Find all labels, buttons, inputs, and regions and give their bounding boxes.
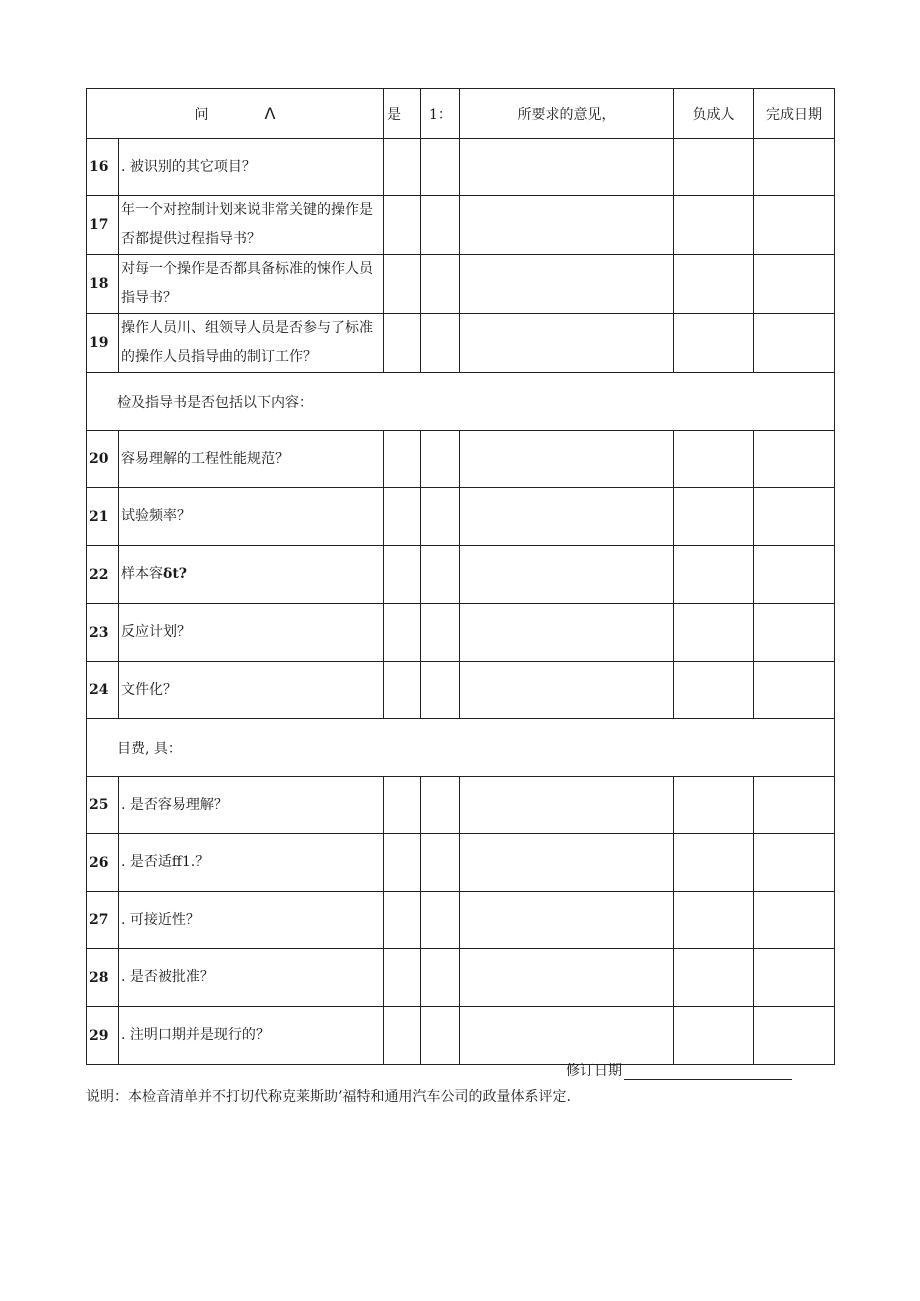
row-question: 反应计划？: [119, 604, 384, 662]
cell-no[interactable]: [421, 546, 460, 604]
section-heading: 目费, 具：: [87, 719, 835, 777]
cell-completion-date[interactable]: [754, 949, 835, 1007]
cell-comments[interactable]: [460, 949, 674, 1007]
table-row: [87, 834, 835, 892]
cell-responsible[interactable]: [674, 196, 754, 255]
cell-comments[interactable]: [460, 604, 674, 662]
row-question: . 是否被批准？: [119, 949, 384, 1007]
header-comments: 所要求的意见，: [460, 89, 674, 139]
cell-responsible[interactable]: [674, 314, 754, 373]
cell-responsible[interactable]: [674, 662, 754, 719]
cell-comments[interactable]: [460, 488, 674, 546]
cell-responsible[interactable]: [674, 546, 754, 604]
row-question: 容易理解的工程性能规范？: [119, 431, 384, 488]
cell-responsible[interactable]: [674, 1007, 754, 1065]
header-no: 1：: [421, 89, 460, 139]
revision-date-line[interactable]: [624, 1065, 792, 1080]
cell-no[interactable]: [421, 662, 460, 719]
cell-comments[interactable]: [460, 662, 674, 719]
cell-completion-date[interactable]: [754, 777, 835, 834]
table-row: [87, 546, 835, 604]
footer-note: 说明：本检音清单并不打切代称克莱斯助’福特和通用汽车公司的政量体系评定.: [86, 1089, 571, 1105]
cell-comments[interactable]: [460, 431, 674, 488]
cell-yes[interactable]: [384, 604, 421, 662]
cell-yes[interactable]: [384, 314, 421, 373]
cell-comments[interactable]: [460, 139, 674, 196]
row-question: . 是否容易理解？: [119, 777, 384, 834]
row-number: 23: [87, 604, 119, 662]
cell-responsible[interactable]: [674, 949, 754, 1007]
cell-responsible[interactable]: [674, 431, 754, 488]
row-question: . 是否适ff1.？: [119, 834, 384, 892]
cell-completion-date[interactable]: [754, 255, 835, 314]
cell-yes[interactable]: [384, 139, 421, 196]
cell-no[interactable]: [421, 488, 460, 546]
table-row: [87, 892, 835, 949]
revision-date: [566, 1060, 792, 1080]
cell-completion-date[interactable]: [754, 892, 835, 949]
cell-completion-date[interactable]: [754, 604, 835, 662]
cell-comments[interactable]: [460, 546, 674, 604]
revision-date-label: 修订日期: [566, 1063, 622, 1079]
cell-completion-date[interactable]: [754, 834, 835, 892]
section-row: [87, 719, 835, 777]
cell-no[interactable]: [421, 777, 460, 834]
cell-no[interactable]: [421, 949, 460, 1007]
row-question: [119, 546, 384, 604]
header-question-symbol: Λ: [264, 103, 276, 123]
cell-comments[interactable]: [460, 314, 674, 373]
table-row: [87, 604, 835, 662]
cell-no[interactable]: [421, 139, 460, 196]
cell-comments[interactable]: [460, 777, 674, 834]
row-question: 对每一个操作是否都具备标准的悚作人员指导书？: [119, 255, 384, 314]
row-number: 16: [87, 139, 119, 196]
row-question: . 注明口期并是现行的？: [119, 1007, 384, 1065]
row-question: 年一个对控制计划来说非常关键的操作是否都提供过程指导书？: [119, 196, 384, 255]
cell-no[interactable]: [421, 196, 460, 255]
cell-no[interactable]: [421, 604, 460, 662]
cell-no[interactable]: [421, 892, 460, 949]
row-number: 26: [87, 834, 119, 892]
cell-responsible[interactable]: [674, 139, 754, 196]
cell-completion-date[interactable]: [754, 488, 835, 546]
cell-comments[interactable]: [460, 892, 674, 949]
row-question: . 可接近性？: [119, 892, 384, 949]
row-question: 文件化？: [119, 662, 384, 719]
cell-completion-date[interactable]: [754, 546, 835, 604]
checklist-table: [86, 88, 835, 1065]
cell-yes[interactable]: [384, 834, 421, 892]
row-question: . 被识别的其它项目？: [119, 139, 384, 196]
cell-responsible[interactable]: [674, 488, 754, 546]
header-yes: 是: [384, 89, 421, 139]
table-row: [87, 488, 835, 546]
table-row: [87, 314, 835, 373]
cell-comments[interactable]: [460, 255, 674, 314]
cell-no[interactable]: [421, 255, 460, 314]
cell-comments[interactable]: [460, 1007, 674, 1065]
header-responsible: 负成人: [674, 89, 754, 139]
section-row: [87, 373, 835, 431]
cell-yes[interactable]: [384, 488, 421, 546]
row-question-tail: δt?: [163, 566, 188, 582]
cell-yes[interactable]: [384, 255, 421, 314]
cell-yes[interactable]: [384, 777, 421, 834]
header-question-label: 问: [194, 106, 209, 123]
cell-yes[interactable]: [384, 892, 421, 949]
row-number: 20: [87, 431, 119, 488]
cell-yes[interactable]: [384, 949, 421, 1007]
row-number: 25: [87, 777, 119, 834]
row-number: 22: [87, 546, 119, 604]
table-row: [87, 1007, 835, 1065]
cell-completion-date[interactable]: [754, 314, 835, 373]
row-number: 21: [87, 488, 119, 546]
table-row: [87, 949, 835, 1007]
table-row: [87, 255, 835, 314]
row-number: 17: [87, 196, 119, 255]
cell-no[interactable]: [421, 834, 460, 892]
cell-responsible[interactable]: [674, 255, 754, 314]
row-number: 24: [87, 662, 119, 719]
cell-yes[interactable]: [384, 431, 421, 488]
cell-yes[interactable]: [384, 1007, 421, 1065]
row-number: 19: [87, 314, 119, 373]
cell-completion-date[interactable]: [754, 196, 835, 255]
cell-yes[interactable]: [384, 546, 421, 604]
cell-completion-date[interactable]: [754, 1007, 835, 1065]
header-question: [87, 89, 384, 139]
cell-completion-date[interactable]: [754, 139, 835, 196]
table-row: [87, 777, 835, 834]
header-completion-date: 完成日期: [754, 89, 835, 139]
cell-responsible[interactable]: [674, 777, 754, 834]
row-number: 29: [87, 1007, 119, 1065]
row-question: 操作人员川、组领导人员是否参与了标准的操作人员指导曲的制订工作？: [119, 314, 384, 373]
cell-no[interactable]: [421, 1007, 460, 1065]
cell-comments[interactable]: [460, 834, 674, 892]
table-header-row: [87, 89, 835, 139]
cell-yes[interactable]: [384, 196, 421, 255]
cell-responsible[interactable]: [674, 604, 754, 662]
row-number: 18: [87, 255, 119, 314]
cell-responsible[interactable]: [674, 834, 754, 892]
cell-responsible[interactable]: [674, 892, 754, 949]
table-row: [87, 196, 835, 255]
table-row: [87, 431, 835, 488]
row-number: 28: [87, 949, 119, 1007]
table-row: [87, 662, 835, 719]
section-heading: 检及指导书是否包括以下内容：: [87, 373, 835, 431]
cell-completion-date[interactable]: [754, 431, 835, 488]
cell-no[interactable]: [421, 431, 460, 488]
table-row: [87, 139, 835, 196]
row-number: 27: [87, 892, 119, 949]
row-question-text: 样本容: [121, 566, 163, 582]
cell-yes[interactable]: [384, 662, 421, 719]
cell-completion-date[interactable]: [754, 662, 835, 719]
cell-comments[interactable]: [460, 196, 674, 255]
cell-no[interactable]: [421, 314, 460, 373]
row-question: 试验频率？: [119, 488, 384, 546]
